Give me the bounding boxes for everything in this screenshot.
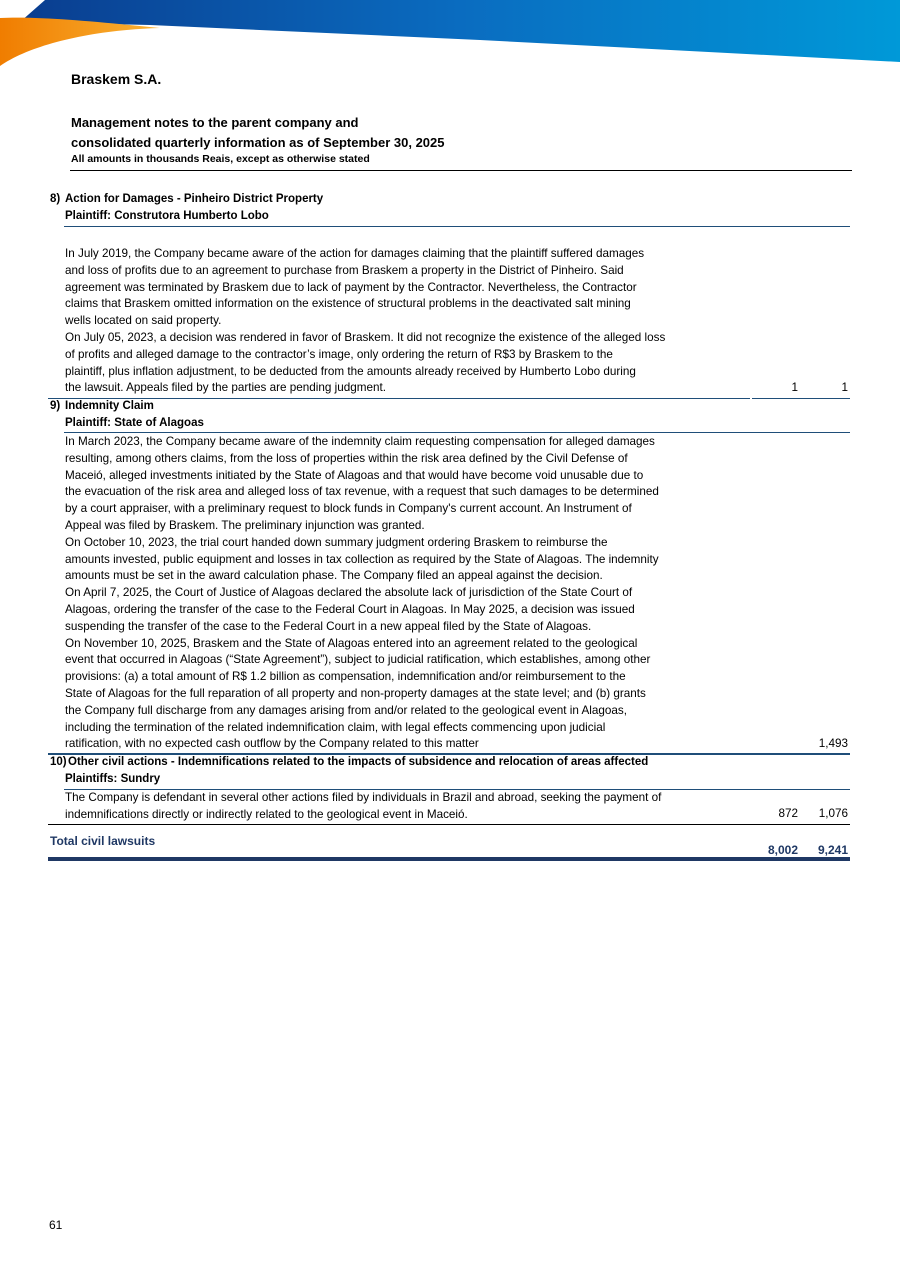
section-10-value-2: 1,076 — [818, 807, 848, 820]
text-line: The Company is defendant in several other actions filed by individuals in Brazil and abroad, seeking the payment of — [65, 791, 662, 804]
text-line: provisions: (a) a total amount of R$ 1.2 billion as compensation, indemnification and/or reimbursement to the — [65, 670, 626, 684]
text-line: State of Alagoas for the full reparation of all property and non-property damages at the state level; and (b) grants — [65, 686, 646, 700]
section-10-text — [65, 790, 755, 824]
text-line: the evacuation of the risk area and alleged loss of tax revenue, with a request that such damages to be determined — [65, 485, 659, 499]
text-line: claims that Braskem omitted information on the existence of structural problems in the deactivated salt mining — [65, 297, 631, 311]
text-line: In March 2023, the Company became aware of the indemnity claim requesting compensation for alleged damages — [65, 435, 655, 448]
text-line: resulting, among others claims, from the loss of properties within the risk area defined by the Civil Defense of — [65, 451, 628, 465]
section-10-title: Other civil actions - Indemnifications related to the impacts of subsidence and relocation of areas affected — [68, 756, 649, 768]
company-name: Braskem S.A. — [71, 71, 162, 87]
text-line: Appeal was filed by Braskem. The preliminary injunction was granted. — [65, 518, 425, 532]
section-9-number: 9) — [50, 400, 61, 412]
section-9-end-rule — [48, 753, 850, 755]
text-line: ratification, with no expected cash outflow by the Company related to this matter — [65, 737, 479, 751]
page-number: 61 — [49, 1218, 63, 1232]
text-line: suspending the transfer of the case to the Federal Court in a new appeal filed by the State of Alagoas. — [65, 619, 592, 633]
total-value-1: 8,002 — [767, 843, 798, 857]
section-8-number: 8) — [50, 193, 61, 205]
section-8-title-rule — [64, 226, 850, 227]
report-title-line2: consolidated quarterly information as of September 30, 2025 — [71, 135, 445, 150]
report-subtitle: All amounts in thousands Reais, except as otherwise stated — [71, 153, 370, 165]
text-line: wells located on said property. — [65, 314, 222, 328]
text-line: On November 10, 2025, Braskem and the State of Alagoas entered into an agreement related to the geological — [65, 636, 638, 650]
text-line: On April 7, 2025, the Court of Justice of Alagoas declared the absolute lack of jurisdiction of the State Court of — [65, 586, 633, 600]
section-8-value-1: 1 — [791, 381, 798, 394]
total-label: Total civil lawsuits — [50, 834, 156, 848]
text-line: plaintiff, plus inflation adjustment, to be deducted from the amounts already received by Humberto Lobo during — [65, 364, 636, 378]
section-10-end-rule — [48, 824, 850, 825]
section-8-plaintiff: Plaintiff: Construtora Humberto Lobo — [65, 210, 269, 222]
report-title-line1: Management notes to the parent company and — [71, 115, 359, 130]
text-line: and loss of profits due to an agreement to purchase from Braskem a property in the District of Pinheiro. Said — [65, 263, 624, 277]
text-line: agreement was terminated by Braskem due to lack of payment by the Contractor. Nevertheless, the Contractor — [65, 280, 637, 294]
text-line: On October 10, 2023, the trial court handed down summary judgment ordering Braskem to reimburse the — [65, 535, 608, 549]
header-divider — [70, 170, 852, 171]
section-10-number: 10) — [50, 756, 67, 768]
text-line: by a court appraiser, with a preliminary request to block funds in Company's current account. An Instrument of — [65, 502, 632, 516]
section-8-end-rule-values — [752, 398, 850, 399]
text-line: On July 05, 2023, a decision was rendered in favor of Braskem. It did not recognize the existence of the alleged loss — [65, 330, 666, 344]
text-line: indemnifications directly or indirectly related to the geological event in Maceió. — [65, 807, 468, 821]
text-line: the lawsuit. Appeals filed by the parties are pending judgment. — [65, 381, 386, 395]
section-9-value-2: 1,493 — [818, 737, 848, 750]
total-value-2: 9,241 — [817, 843, 848, 857]
section-8-text — [65, 246, 755, 397]
section-9-text — [65, 434, 755, 753]
text-line: the Company full discharge from any damages arising from and/or related to the geological event in Alagoas, — [65, 703, 627, 717]
text-line: of profits and alleged damage to the contractor’s image, only ordering the return of R$3 by Braskem to the — [65, 347, 613, 361]
text-line: amounts invested, public equipment and losses in tax collection as required by the State of Alagoas. The indemnity — [65, 552, 659, 566]
header-banner — [0, 0, 900, 70]
section-8-end-rule — [48, 398, 750, 399]
section-9-plaintiff: Plaintiff: State of Alagoas — [65, 417, 204, 429]
text-line: Alagoas, ordering the transfer of the case to the Federal Court in Alagoas. In May 2025, a decision was issued — [65, 602, 635, 616]
section-8-value-2: 1 — [841, 381, 848, 394]
text-line: event that occurred in Alagoas (“State Agreement”), subject to judicial ratification, which establishes, among other — [65, 653, 651, 667]
text-line: amounts must be set in the award calculation phase. The Company filed an appeal against the decision. — [65, 569, 603, 583]
total-rule — [48, 857, 850, 861]
text-line: including the termination of the related indemnification claim, with legal effects commencing upon judicial — [65, 720, 606, 734]
section-9-title: Indemnity Claim — [65, 400, 154, 412]
section-8-title: Action for Damages - Pinheiro District Property — [65, 193, 324, 205]
section-10-plaintiff: Plaintiffs: Sundry — [65, 773, 161, 785]
section-9-title-rule — [64, 432, 850, 433]
section-10-value-1: 872 — [778, 807, 798, 820]
text-line: In July 2019, the Company became aware of the action for damages claiming that the plaintiff suffered damages — [65, 247, 645, 260]
text-line: Maceió, alleged investments initiated by the State of Alagoas and that would have become void unusable due to — [65, 468, 644, 482]
